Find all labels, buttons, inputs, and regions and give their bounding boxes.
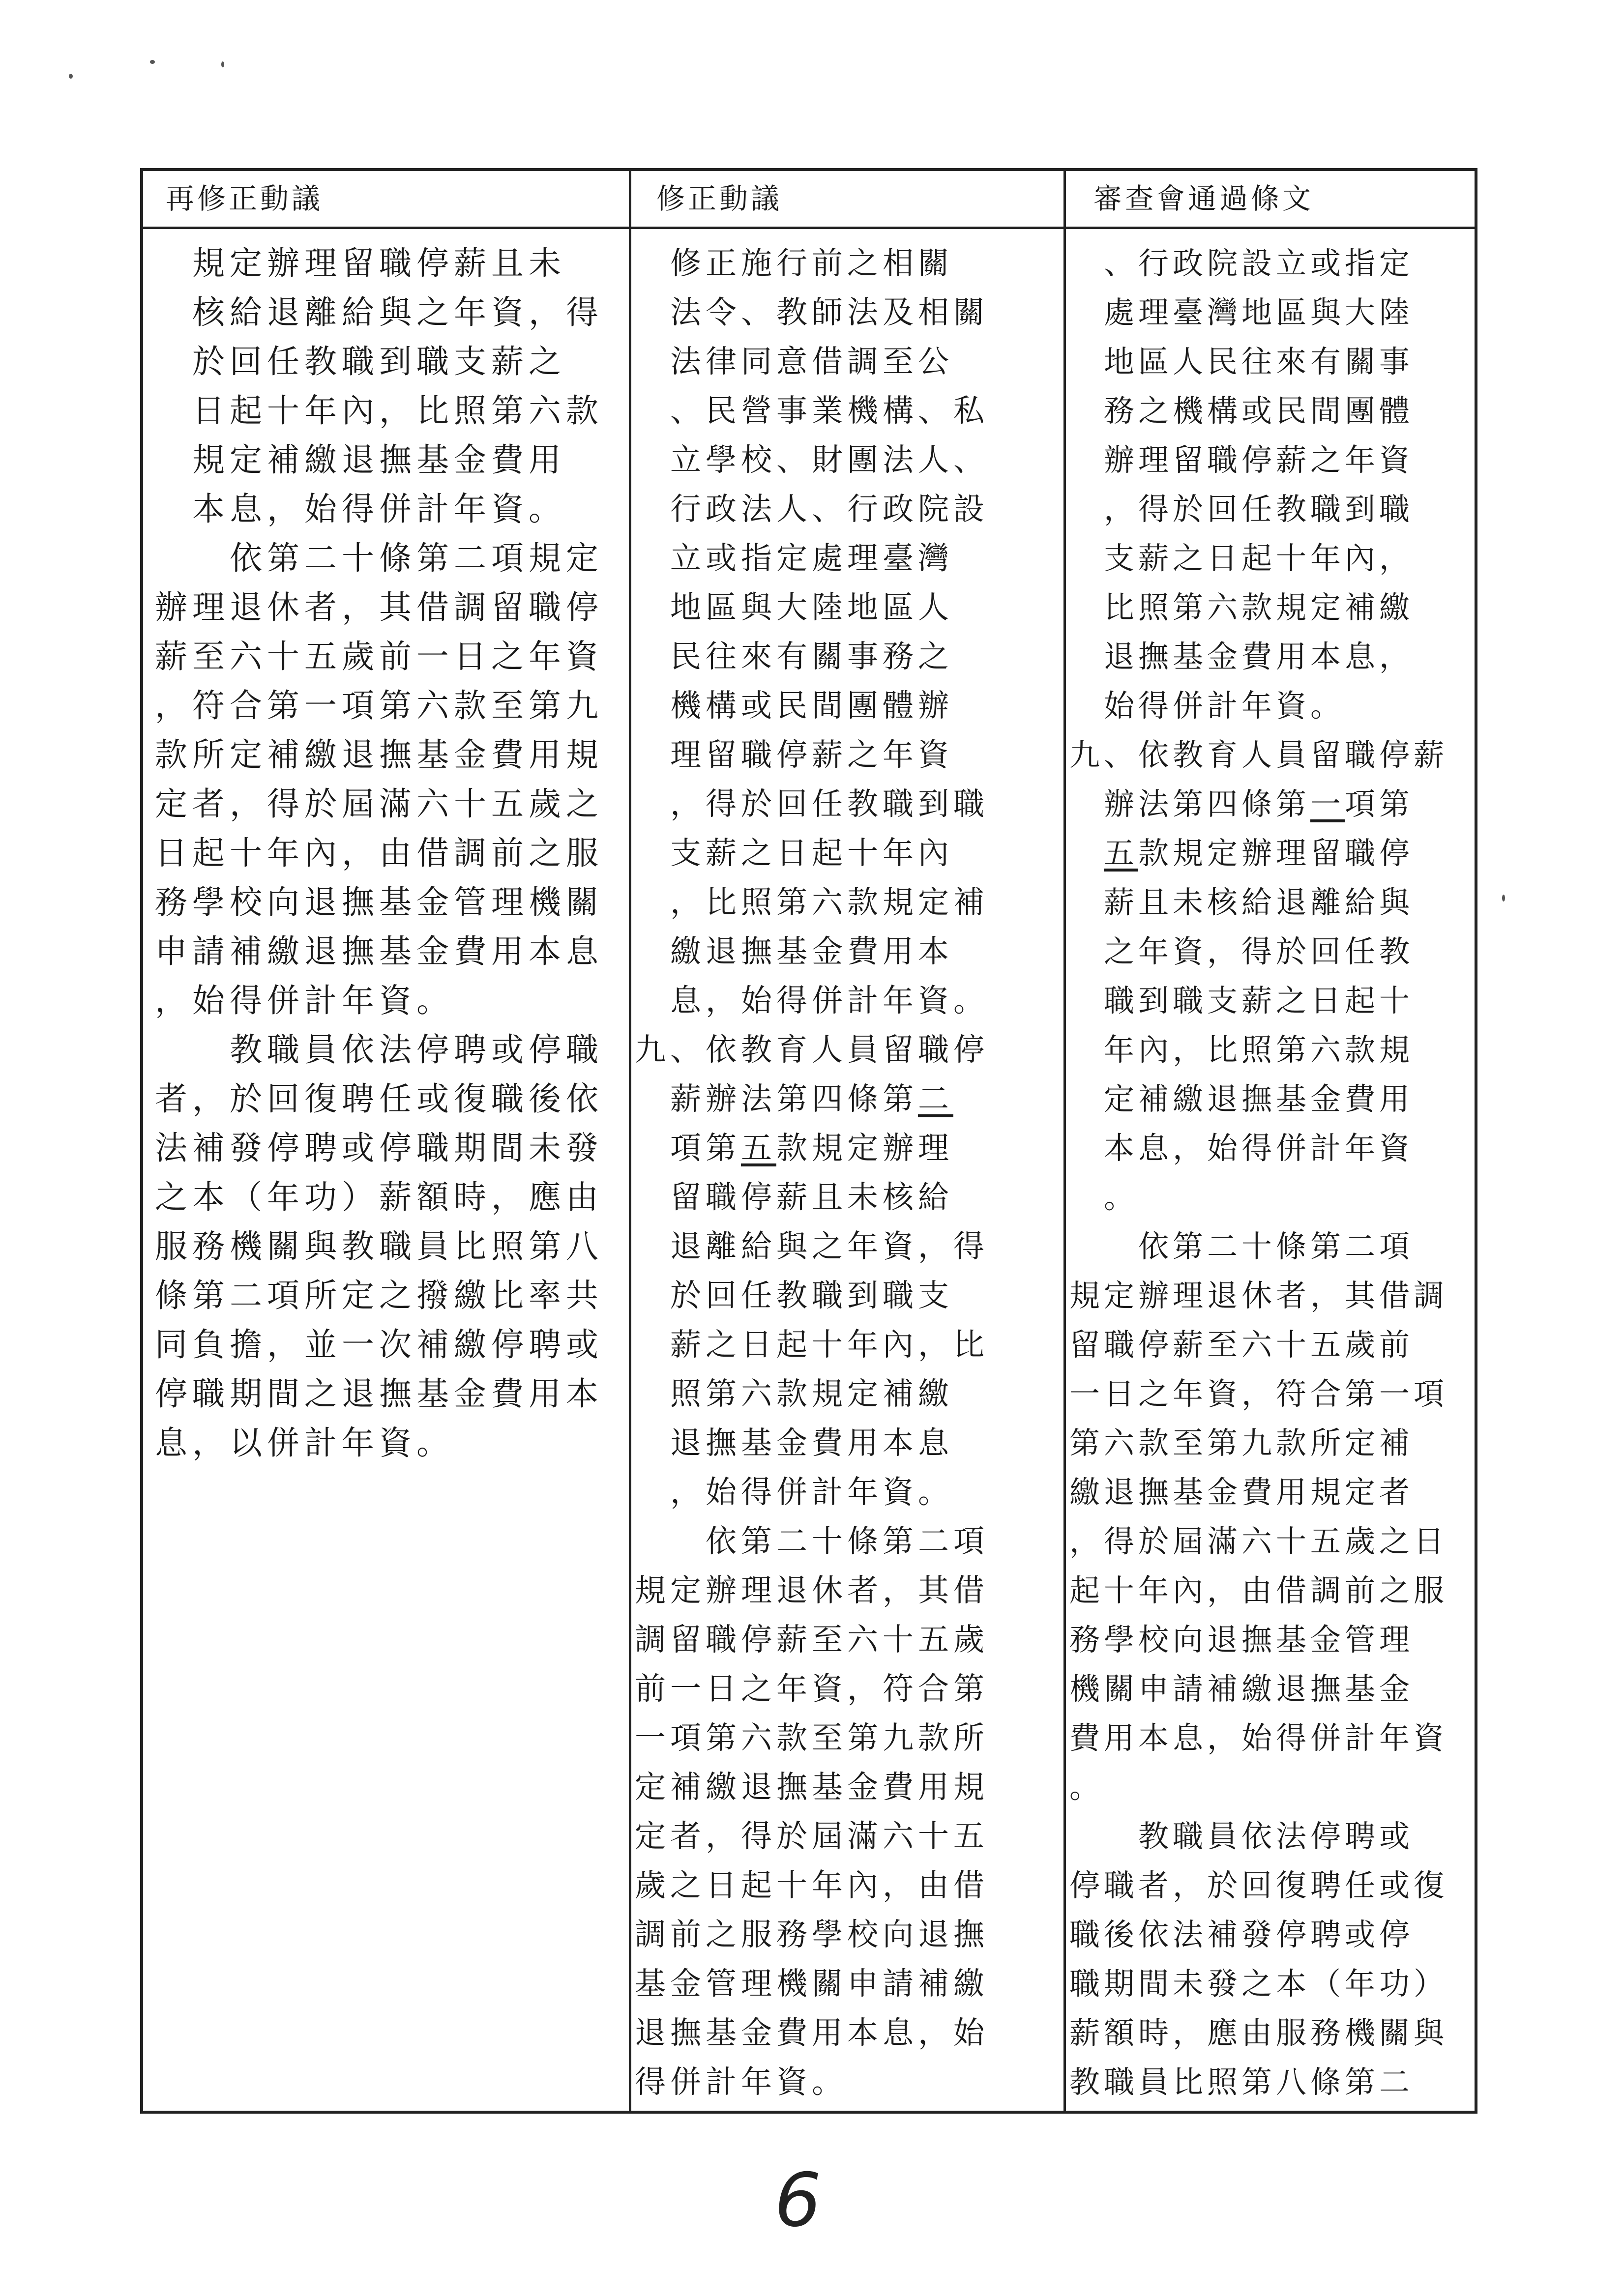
column-divider bbox=[629, 171, 631, 2114]
text-line: 定者，得於屆滿六十五歲之 bbox=[155, 785, 603, 823]
scan-speck bbox=[1502, 895, 1505, 901]
text-line: 機關申請補繳退撫基金 bbox=[1069, 1671, 1414, 1707]
text-line: 服務機關與教職員比照第八 bbox=[155, 1227, 603, 1265]
text-line: 條第二項所定之撥繳比率共 bbox=[155, 1277, 603, 1314]
text-line bbox=[1069, 780, 1478, 829]
text-line: ，符合第一項第六款至第九 bbox=[155, 687, 603, 725]
text-line: 費用本息，始得併計年資 bbox=[1069, 1720, 1448, 1756]
text-line: 本息，始得併計年資。 bbox=[155, 490, 566, 528]
text-line bbox=[635, 1075, 1063, 1124]
text-line: 行政法人、行政院設 bbox=[635, 491, 989, 527]
text-line: 同負擔，並一次補繳停聘或 bbox=[155, 1326, 603, 1364]
text-line: 起十年內，由借調前之服 bbox=[1069, 1572, 1448, 1608]
text-line: ，始得併計年資。 bbox=[635, 1474, 953, 1510]
scan-speck bbox=[69, 74, 73, 79]
text-line: 始得併計年資。 bbox=[1069, 688, 1345, 724]
text-line: 停職期間之退撫基金費用本 bbox=[155, 1375, 603, 1413]
text-line: 息，始得併計年資。 bbox=[635, 983, 989, 1018]
text-line: ，比照第六款規定補 bbox=[635, 884, 989, 920]
text-line: 比照第六款規定補繳 bbox=[1069, 589, 1414, 625]
text-line: 年內，比照第六款規 bbox=[1069, 1032, 1414, 1068]
text-line: 之年資，得於回任教 bbox=[1069, 933, 1414, 969]
text-line: 本息，始得併計年資 bbox=[1069, 1130, 1414, 1166]
text-line: 九、依教育人員留職停薪 bbox=[1069, 737, 1448, 773]
text-line: 職後依法補發停聘或停 bbox=[1069, 1917, 1414, 1952]
text-line: 支薪之日起十年內， bbox=[1069, 540, 1414, 576]
text-line: 退撫基金費用本息， bbox=[1069, 639, 1414, 674]
text-line: 教職員依法停聘或 bbox=[1069, 1818, 1414, 1854]
text-line: 照第六款規定補繳 bbox=[635, 1376, 953, 1412]
text-line: 繳退撫基金費用本 bbox=[635, 933, 953, 969]
text-line: 核給退離給與之年資，得 bbox=[155, 293, 603, 331]
column-revised-motion bbox=[635, 229, 1063, 2107]
text-line: 地區人民往來有關事 bbox=[1069, 344, 1414, 379]
text-line: 理留職停薪之年資 bbox=[635, 737, 953, 773]
page-number: 6 bbox=[774, 2158, 822, 2243]
text-line: 歲之日起十年內，由借 bbox=[635, 1867, 989, 1903]
text-line: 法補發停聘或停職期間未發 bbox=[155, 1129, 603, 1167]
text-line: 。 bbox=[1069, 1179, 1139, 1215]
text-line: 辦理退休者，其借調留職停 bbox=[155, 588, 603, 626]
text-line: 定補繳退撫基金費用規 bbox=[635, 1769, 989, 1805]
text-line: 地區與大陸地區人 bbox=[635, 589, 953, 625]
text-line: 前一日之年資，符合第 bbox=[635, 1671, 989, 1707]
text-line: 於回任教職到職支 bbox=[635, 1278, 953, 1313]
text-line: 款所定補繳退撫基金費用規 bbox=[155, 736, 603, 774]
text-line: 日起十年內，比照第六款 bbox=[155, 392, 603, 430]
text-line: 處理臺灣地區與大陸 bbox=[1069, 294, 1414, 330]
text-line: 基金管理機關申請補繳 bbox=[635, 1966, 989, 2002]
column-committee-approved-text bbox=[1069, 229, 1478, 2107]
text-line: 辦理留職停薪之年資 bbox=[1069, 442, 1414, 478]
text-line: 教職員比照第八條第二 bbox=[1069, 2064, 1414, 2100]
text-line bbox=[635, 1124, 1063, 1173]
header-col3: 審查會通過條文 bbox=[1093, 182, 1314, 215]
header-col1: 再修正動議 bbox=[166, 182, 324, 215]
text-line: 調前之服務學校向退撫 bbox=[635, 1917, 989, 1952]
text-line: 停職者，於回復聘任或復 bbox=[1069, 1867, 1448, 1903]
text-line: 調留職停薪至六十五歲 bbox=[635, 1622, 989, 1657]
text-line: 、行政院設立或指定 bbox=[1069, 245, 1414, 281]
text-line: 一項第六款至第九款所 bbox=[635, 1720, 989, 1756]
text-line: 依第二十條第二項 bbox=[1069, 1228, 1414, 1264]
text-line: 薪之日起十年內，比 bbox=[635, 1327, 989, 1363]
text-line: 留職停薪至六十五歲前 bbox=[1069, 1327, 1414, 1363]
text-fragment: 項第 bbox=[1345, 786, 1414, 822]
comparison-table bbox=[140, 168, 1477, 2114]
header-col2: 修正動議 bbox=[656, 182, 783, 215]
column-revised-motion-again bbox=[155, 229, 627, 1468]
underlined-amendment: 一 bbox=[1310, 786, 1345, 822]
text-line: 者，於回復聘任或復職後依 bbox=[155, 1080, 603, 1118]
text-line: ，始得併計年資。 bbox=[155, 982, 454, 1019]
text-line: 依第二十條第二項 bbox=[635, 1523, 989, 1559]
text-fragment: 款規定辦理留職停 bbox=[1138, 835, 1414, 871]
text-fragment: 項第 bbox=[635, 1130, 741, 1166]
text-line: 得併計年資。 bbox=[635, 2064, 847, 2100]
text-line: 留職停薪且未核給 bbox=[635, 1179, 953, 1215]
text-line: 九、依教育人員留職停 bbox=[635, 1032, 989, 1068]
text-line: 退撫基金費用本息 bbox=[635, 1425, 953, 1461]
text-line: 教職員依法停聘或停職 bbox=[155, 1031, 603, 1069]
text-line: 支薪之日起十年內 bbox=[635, 835, 953, 871]
text-line: 修正施行前之相關 bbox=[635, 245, 953, 281]
text-line: 職期間未發之本（年功） bbox=[1069, 1966, 1448, 2002]
text-line: 薪至六十五歲前一日之年資 bbox=[155, 638, 603, 675]
text-line: 務學校向退撫基金管理機關 bbox=[155, 883, 603, 921]
text-line: 息，以併計年資。 bbox=[155, 1424, 454, 1462]
text-line: 立學校、財團法人、 bbox=[635, 442, 989, 478]
underlined-amendment: 二 bbox=[918, 1081, 953, 1117]
text-fragment bbox=[1069, 835, 1104, 871]
text-line: 。 bbox=[1069, 1769, 1104, 1805]
text-fragment: 款規定辦理 bbox=[776, 1130, 953, 1166]
text-line: ，得於屆滿六十五歲之日 bbox=[1069, 1523, 1448, 1559]
text-line: ，得於回任教職到職 bbox=[635, 786, 989, 822]
scan-speck bbox=[221, 61, 224, 67]
text-line: 薪且未核給退離給與 bbox=[1069, 884, 1414, 920]
text-line: 規定補繳退撫基金費用 bbox=[155, 441, 566, 479]
underlined-amendment: 五 bbox=[741, 1130, 776, 1166]
text-line: 之本（年功）薪額時，應由 bbox=[155, 1178, 603, 1216]
text-line: ，得於回任教職到職 bbox=[1069, 491, 1414, 527]
text-line: 法律同意借調至公 bbox=[635, 344, 953, 379]
text-line: 退撫基金費用本息，始 bbox=[635, 2015, 989, 2051]
text-line: 依第二十條第二項規定 bbox=[155, 539, 603, 577]
column-divider bbox=[1063, 171, 1066, 2114]
text-line: 申請補繳退撫基金費用本息 bbox=[155, 932, 603, 970]
scan-speck bbox=[150, 60, 155, 64]
text-line: 退離給與之年資，得 bbox=[635, 1228, 989, 1264]
text-line: 定者，得於屆滿六十五 bbox=[635, 1818, 989, 1854]
text-line: 規定辦理退休者，其借調 bbox=[1069, 1278, 1448, 1313]
text-line: 、民營事業機構、私 bbox=[635, 393, 989, 429]
text-fragment: 薪辦法第四條第 bbox=[635, 1081, 918, 1117]
text-line: 規定辦理留職停薪且未 bbox=[155, 244, 566, 282]
text-line: 日起十年內，由借調前之服 bbox=[155, 834, 603, 872]
text-line: 民往來有關事務之 bbox=[635, 639, 953, 674]
text-line: 第六款至第九款所定補 bbox=[1069, 1425, 1414, 1461]
text-line: 一日之年資，符合第一項 bbox=[1069, 1376, 1448, 1412]
text-fragment: 辦法第四條第 bbox=[1069, 786, 1311, 822]
text-line: 法令、教師法及相關 bbox=[635, 294, 989, 330]
text-line: 於回任教職到職支薪之 bbox=[155, 343, 566, 380]
text-line: 繳退撫基金費用規定者 bbox=[1069, 1474, 1414, 1510]
text-line: 薪額時，應由服務機關與 bbox=[1069, 2015, 1448, 2051]
text-line: 立或指定處理臺灣 bbox=[635, 540, 953, 576]
text-line: 務學校向退撫基金管理 bbox=[1069, 1622, 1414, 1657]
text-line: 務之機構或民間團體 bbox=[1069, 393, 1414, 429]
text-line: 定補繳退撫基金費用 bbox=[1069, 1081, 1414, 1117]
text-line: 機構或民間團體辦 bbox=[635, 688, 953, 724]
underlined-amendment: 五 bbox=[1104, 835, 1139, 871]
table-header-row bbox=[143, 171, 1475, 229]
text-line: 職到職支薪之日起十 bbox=[1069, 983, 1414, 1018]
text-line bbox=[1069, 829, 1478, 878]
text-line: 規定辦理退休者，其借 bbox=[635, 1572, 989, 1608]
